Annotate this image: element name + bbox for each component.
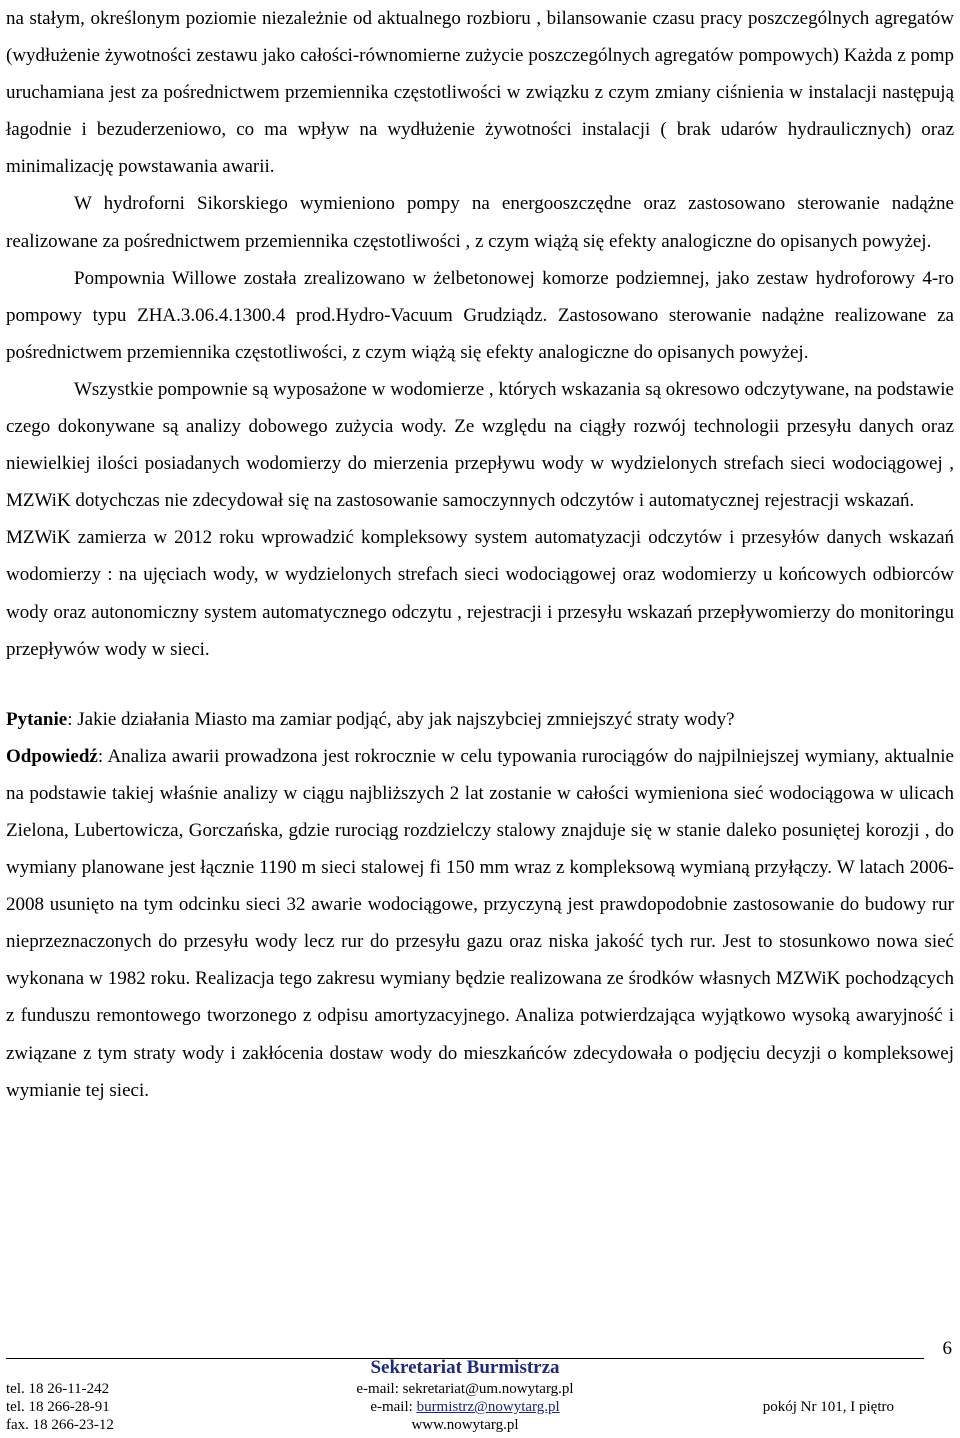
footer-email-2-label: e-mail: bbox=[370, 1399, 417, 1415]
paragraph-water-meters: Wszystkie pompownie są wyposażone w wodomierze , których wskazania są okresowo odczytywane, na podstawie czego dokonywane są analizy dobowego zużycia wody. Ze względu na ciągły rozwój technologii przesyłu danych oraz niewielkiej ilości posiadanych wodomierzy do mierzenia przepływu wody w wydzielonych strefach sieci wodociągowej , MZWiK dotychczas nie zdecydował się na zastosowanie samoczynnych odczytów i automatycznej rejestracji wskazań. bbox=[6, 378, 954, 512]
answer-label: Odpowiedź bbox=[6, 745, 98, 767]
question-text: : Jakie działania Miasto ma zamiar podjąć, aby jak najszybciej zmniejszyć straty wody? bbox=[67, 708, 735, 730]
paragraph-willowe: Pompownia Willowe została zrealizowano w żelbetonowej komorze podziemnej, jako zestaw hydroforowy 4-ro pompowy typu ZHA.3.06.4.1300.4 prod.Hydro-Vacuum Grudziądz. Zastosowano sterowanie nadążne realizowane za pośrednictwem przemiennika częstotliwości, z czym wiążą się efekty analogiczne do opisanych powyżej. bbox=[6, 267, 954, 363]
question bbox=[6, 701, 954, 738]
footer-row-2 bbox=[6, 1399, 924, 1419]
footer-title: Sekretariat Burmistrza bbox=[370, 1357, 560, 1378]
footer-website: www.nowytarg.pl bbox=[411, 1417, 519, 1433]
answer bbox=[6, 738, 954, 1109]
paragraph-automation-plan: MZWiK zamierza w 2012 roku wprowadzić kompleksowy system automatyzacji odczytów i przesyłów danych wskazań wodomierzy : na ujęciach wody, w wydzielonych strefach sieci wodociągowej oraz wodomierzy u końcowych odbiorców wody oraz autonomiczny system automatycznego odczytu , rejestracji i przesyłu wskazań przepływomierzy do monitoringu przepływów wody w sieci. bbox=[6, 527, 954, 660]
answer-text: : Analiza awarii prowadzona jest rokrocznie w celu typowania rurociągów do najpilniejszej wymiany, aktualnie na podstawie takiej właśnie analizy w ciągu najbliższych 2 lat zostanie w całości wymieniona sieć wodociągowa w ulicach Zielona, Lubertowicza, Gorczańska, gdzie rurociąg rozdzielczy stalowy znajduje się w stanie daleko posuniętej korozji , do wymiany planowane jest łącznie 1190 m sieci stalowej fi 150 mm wraz z kompleksową wymianą przyłączy. W latach 2006-2008 usunięto na tym odcinku sieci 32 awarie wodociągowe, przyczyną jest prawdopodobnie zastosowanie do budowy rur nieprzeznaczonych do przesyłu wody lecz rur do przesyłu gazu oraz niska jakość tych rur. Jest to stosunkowo nowa sieć wykonana w 1982 roku. Realizacja tego zakresu wymiany będzie realizowana ze środków własnych MZWiK pochodzących z funduszu remontowego tworzonego z odpisu amortyzacyjnego. Analiza potwierdzająca wyjątkowo wysoką awaryjność i związane z tym straty wody i zakłócenia dostaw wody do mieszkańców zdecydowała o podjęciu decyzji o kompleksowej wymianie tej sieci. bbox=[6, 745, 954, 1101]
footer-row-1 bbox=[6, 1381, 924, 1401]
footer-tel-1: tel. 18 26-11-242 bbox=[6, 1381, 110, 1397]
burmistrz-email-link[interactable]: burmistrz@nowytarg.pl bbox=[416, 1399, 560, 1415]
footer-row-3 bbox=[6, 1417, 924, 1437]
footer-email-1: e-mail: sekretariat@um.nowytarg.pl bbox=[356, 1381, 574, 1397]
footer-tel-2: tel. 18 266-28-91 bbox=[6, 1399, 110, 1415]
paragraph-sikorskiego: W hydroforni Sikorskiego wymieniono pompy na energooszczędne oraz zastosowano sterowanie nadążne realizowane za pośrednictwem przemiennika częstotliwości , z czym wiążą się efekty analogiczne do opisanych powyżej. bbox=[6, 193, 954, 252]
footer-room: pokój Nr 101, I piętro bbox=[762, 1399, 894, 1415]
paragraph-pump-control: na stałym, określonym poziomie niezależnie od aktualnego rozbioru , bilansowanie czasu pracy poszczególnych agregatów (wydłużenie żywotności zestawu jako całości-równomierne zużycie poszczególnych agregatów pompowych) Każda z pomp uruchamiana jest za pośrednictwem przemiennika częstotliwości w związku z czym zmiany ciśnienia w instalacji następują łagodnie i bezuderzeniowo, co ma wpływ na wydłużenie żywotności instalacji ( brak udarów hydraulicznych) oraz minimalizację powstawania awarii. bbox=[6, 8, 954, 178]
footer-fax: fax. 18 266-23-12 bbox=[6, 1417, 114, 1433]
document-body bbox=[6, 0, 954, 1109]
page-number: 6 bbox=[942, 1338, 952, 1359]
question-label: Pytanie bbox=[6, 708, 68, 730]
